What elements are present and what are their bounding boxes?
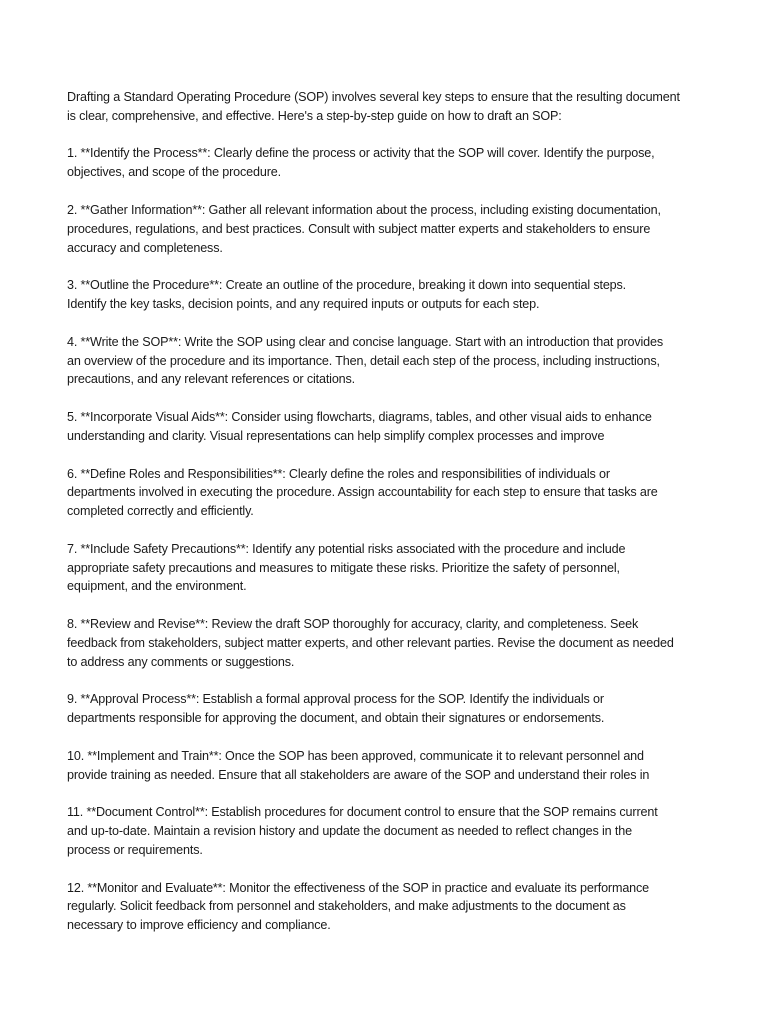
step-line: regularly. Solicit feedback from personnel and stakeholders, and make adjustments to the document as xyxy=(67,899,626,914)
step-line: procedures, regulations, and best practices. Consult with subject matter experts and stakeholders to ensure xyxy=(67,221,651,236)
step-line: an overview of the procedure and its importance. Then, detail each step of the process, including instructions, xyxy=(67,353,660,368)
step-line: 10. **Implement and Train**: Once the SOP has been approved, communicate it to relevant personnel and xyxy=(67,748,644,763)
step-line: Identify the key tasks, decision points, and any required inputs or outputs for each step. xyxy=(67,297,540,312)
step-line: provide training as needed. Ensure that all stakeholders are aware of the SOP and understand their roles in xyxy=(67,767,650,782)
step-line: understanding and clarity. Visual representations can help simplify complex processes and improve xyxy=(67,428,605,443)
intro-paragraph xyxy=(67,88,707,126)
step-line: feedback from stakeholders, subject matter experts, and other relevant parties. Revise the document as needed xyxy=(67,635,674,650)
step-6-paragraph xyxy=(67,465,707,521)
step-line: appropriate safety precautions and measures to mitigate these risks. Prioritize the safety of personnel, xyxy=(67,560,620,575)
step-line: equipment, and the environment. xyxy=(67,579,247,594)
step-3-paragraph xyxy=(67,276,707,314)
step-line: objectives, and scope of the procedure. xyxy=(67,165,281,180)
intro-line: Drafting a Standard Operating Procedure (SOP) involves several key steps to ensure that the resulting document xyxy=(67,90,680,104)
step-line: necessary to improve efficiency and compliance. xyxy=(67,918,331,933)
step-line: 5. **Incorporate Visual Aids**: Consider using flowcharts, diagrams, tables, and other visual aids to enhance xyxy=(67,410,652,425)
step-line: 9. **Approval Process**: Establish a formal approval process for the SOP. Identify the individuals or xyxy=(67,692,604,707)
step-5-paragraph xyxy=(67,408,707,446)
step-line: precautions, and any relevant references or citations. xyxy=(67,372,356,387)
step-line: 11. **Document Control**: Establish procedures for document control to ensure that the SOP remains current xyxy=(67,805,658,820)
step-12-paragraph xyxy=(67,879,707,935)
step-line: 6. **Define Roles and Responsibilities**: Clearly define the roles and responsibilities of individuals or xyxy=(67,466,610,481)
step-line: departments involved in executing the procedure. Assign accountability for each step to ensure that tasks are xyxy=(67,485,658,500)
step-7-paragraph xyxy=(67,540,707,596)
step-line: accuracy and completeness. xyxy=(67,240,223,255)
step-line: departments responsible for approving the document, and obtain their signatures or endorsements. xyxy=(67,711,605,726)
intro-line: is clear, comprehensive, and effective. Here's a step-by-step guide on how to draft an SOP: xyxy=(67,108,562,123)
step-line: to address any comments or suggestions. xyxy=(67,654,295,669)
step-1-paragraph xyxy=(67,144,707,182)
step-line: 12. **Monitor and Evaluate**: Monitor the effectiveness of the SOP in practice and evaluate its performance xyxy=(67,880,650,895)
step-line: 3. **Outline the Procedure**: Create an outline of the procedure, breaking it down into sequential steps. xyxy=(67,278,627,293)
step-line: completed correctly and efficiently. xyxy=(67,504,254,519)
step-10-paragraph xyxy=(67,747,707,785)
step-line: process or requirements. xyxy=(67,842,203,857)
document-body xyxy=(67,88,707,954)
step-line: 8. **Review and Revise**: Review the draft SOP thoroughly for accuracy, clarity, and completeness. Seek xyxy=(67,617,639,632)
step-line: 7. **Include Safety Precautions**: Identify any potential risks associated with the procedure and include xyxy=(67,541,626,556)
step-9-paragraph xyxy=(67,690,707,728)
step-line: 2. **Gather Information**: Gather all relevant information about the process, including existing documentation, xyxy=(67,202,661,217)
step-2-paragraph xyxy=(67,201,707,257)
step-8-paragraph xyxy=(67,615,707,671)
step-line: 4. **Write the SOP**: Write the SOP using clear and concise language. Start with an introduction that provides xyxy=(67,334,664,349)
step-line: and up-to-date. Maintain a revision history and update the document as needed to reflect changes in the xyxy=(67,824,632,839)
step-4-paragraph xyxy=(67,333,707,389)
step-11-paragraph xyxy=(67,803,707,859)
step-line: 1. **Identify the Process**: Clearly define the process or activity that the SOP will cover. Identify the purpose, xyxy=(67,146,655,161)
